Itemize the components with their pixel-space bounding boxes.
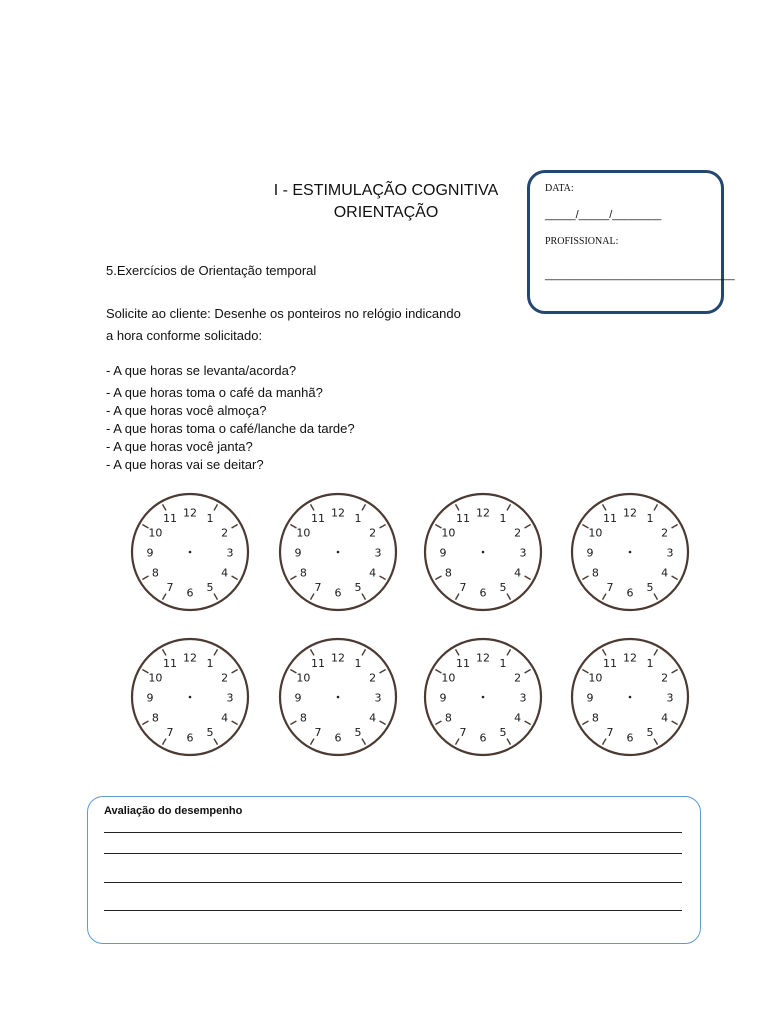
clock-number: 12 — [183, 506, 197, 520]
clock-tick — [672, 525, 678, 529]
clock-number: 4 — [221, 711, 229, 725]
clock-number: 10 — [148, 526, 163, 540]
clock-number: 12 — [476, 651, 490, 665]
clock-face[interactable] — [568, 635, 692, 759]
clock-tick — [380, 670, 386, 674]
clock-tick — [582, 576, 588, 580]
clock-number: 9 — [439, 546, 447, 560]
clock-number: 10 — [441, 671, 456, 685]
clock-tick — [362, 739, 366, 745]
clock-tick — [163, 594, 167, 600]
clock-center-dot — [629, 696, 632, 699]
clock-face[interactable] — [276, 490, 400, 614]
clock-number: 12 — [476, 506, 490, 520]
question-item: - A que horas vai se deitar? — [106, 457, 264, 472]
clock-center-dot — [189, 696, 192, 699]
clock-tick — [380, 576, 386, 580]
clock-tick — [163, 739, 167, 745]
clock-number: 1 — [354, 511, 362, 525]
clock-tick — [362, 649, 366, 655]
clock-number: 3 — [519, 691, 527, 705]
clock-number: 6 — [626, 586, 634, 600]
clock-tick — [525, 670, 531, 674]
clock-tick — [142, 576, 148, 580]
clock-number: 1 — [646, 511, 654, 525]
clock-number: 3 — [374, 546, 382, 560]
clock-number: 3 — [226, 546, 234, 560]
clock-number: 8 — [299, 711, 307, 725]
clock-tick — [456, 504, 460, 510]
clock-number: 2 — [221, 671, 229, 685]
clock-tick — [311, 649, 315, 655]
clock-number: 8 — [299, 566, 307, 580]
clock-number: 9 — [146, 691, 154, 705]
clock-tick — [582, 721, 588, 725]
clock-number: 8 — [151, 566, 159, 580]
clock-number: 1 — [354, 656, 362, 670]
clock-number: 9 — [586, 546, 594, 560]
evaluation-title: Avaliação do desempenho — [104, 805, 243, 817]
clock-number: 8 — [591, 566, 599, 580]
clock-tick — [362, 504, 366, 510]
clock-number: 9 — [439, 691, 447, 705]
question-list — [106, 362, 355, 474]
clock-number: 6 — [334, 731, 342, 745]
clock-number: 9 — [294, 691, 302, 705]
clock-tick — [507, 594, 511, 600]
question-item: - A que horas toma o café da manhã? — [106, 385, 323, 400]
info-box — [527, 170, 735, 314]
clock-tick — [290, 576, 296, 580]
clock-tick — [232, 670, 238, 674]
clock-number: 1 — [646, 656, 654, 670]
clock-number: 6 — [334, 586, 342, 600]
clock-tick — [672, 721, 678, 725]
clock-number: 12 — [331, 651, 345, 665]
clock-tick — [525, 525, 531, 529]
clock-tick — [654, 649, 658, 655]
clock-number: 5 — [354, 581, 362, 595]
instructions-line-2: a hora conforme solicitado: — [106, 328, 263, 343]
clock-number: 6 — [479, 731, 487, 745]
question-item: - A que horas se levanta/acorda? — [106, 363, 297, 378]
clock-number: 6 — [479, 586, 487, 600]
clock-number: 4 — [369, 566, 377, 580]
clock-number: 2 — [369, 526, 377, 540]
clock-number: 2 — [221, 526, 229, 540]
clock-number: 8 — [151, 711, 159, 725]
clock-number: 3 — [374, 691, 382, 705]
clock-number: 7 — [606, 581, 614, 595]
clock-face[interactable] — [128, 490, 252, 614]
clock-tick — [603, 649, 607, 655]
clock-number: 4 — [514, 566, 522, 580]
clock-tick — [232, 576, 238, 580]
clock-number: 9 — [586, 691, 594, 705]
clock-number: 2 — [514, 671, 522, 685]
clock-number: 5 — [206, 581, 214, 595]
clock-number: 5 — [354, 726, 362, 740]
clock-center-dot — [482, 696, 485, 699]
clock-number: 11 — [163, 656, 177, 670]
clock-tick — [603, 504, 607, 510]
clock-number: 2 — [369, 671, 377, 685]
clock-number: 10 — [148, 671, 163, 685]
clock-number: 8 — [591, 711, 599, 725]
clock-tick — [362, 594, 366, 600]
clock-tick — [232, 525, 238, 529]
clock-tick — [380, 721, 386, 725]
clock-number: 7 — [459, 581, 467, 595]
professional-field[interactable]: _______________________________ — [545, 269, 735, 281]
clock-tick — [290, 721, 296, 725]
clock-number: 8 — [444, 711, 452, 725]
title-line-2: ORIENTAÇÃO — [333, 204, 439, 221]
clock-number: 11 — [311, 656, 325, 670]
clock-number: 5 — [646, 726, 654, 740]
clock-tick — [232, 721, 238, 725]
clock-center-dot — [629, 551, 632, 554]
clock-number: 8 — [444, 566, 452, 580]
clock-number: 4 — [661, 711, 669, 725]
clock-tick — [435, 721, 441, 725]
clock-number: 5 — [206, 726, 214, 740]
clock-tick — [603, 739, 607, 745]
clock-tick — [380, 525, 386, 529]
clock-tick — [654, 504, 658, 510]
clock-number: 1 — [499, 656, 507, 670]
clock-number: 1 — [206, 511, 214, 525]
clock-tick — [142, 721, 148, 725]
clock-number: 10 — [588, 671, 603, 685]
clock-number: 1 — [499, 511, 507, 525]
clock-center-dot — [337, 551, 340, 554]
clock-center-dot — [482, 551, 485, 554]
clock-number: 11 — [163, 511, 177, 525]
clock-tick — [672, 670, 678, 674]
clock-tick — [654, 739, 658, 745]
clock-center-dot — [337, 696, 340, 699]
instructions-line-1: Solicite ao cliente: Desenhe os ponteiros no relógio indicando — [106, 306, 461, 321]
question-item: - A que horas você almoça? — [106, 403, 267, 418]
clock-number: 11 — [603, 656, 617, 670]
clock-face[interactable] — [276, 635, 400, 759]
clock-number: 3 — [666, 546, 674, 560]
clock-tick — [435, 576, 441, 580]
evaluation-line[interactable] — [104, 882, 682, 883]
clock-tick — [214, 594, 218, 600]
clock-number: 12 — [331, 506, 345, 520]
clock-tick — [525, 721, 531, 725]
clock-number: 4 — [369, 711, 377, 725]
clock-number: 11 — [456, 511, 470, 525]
professional-label: PROFISSIONAL: — [545, 236, 619, 247]
clock-tick — [456, 594, 460, 600]
clock-face[interactable] — [128, 635, 252, 759]
clock-number: 6 — [626, 731, 634, 745]
clock-number: 5 — [646, 581, 654, 595]
clock-number: 2 — [514, 526, 522, 540]
clock-number: 4 — [661, 566, 669, 580]
clock-number: 7 — [459, 726, 467, 740]
clock-number: 2 — [661, 671, 669, 685]
evaluation-line[interactable] — [104, 832, 682, 833]
evaluation-line[interactable] — [104, 853, 682, 854]
clock-tick — [311, 504, 315, 510]
clock-number: 9 — [146, 546, 154, 560]
clock-number: 3 — [666, 691, 674, 705]
clock-tick — [311, 594, 315, 600]
date-label: DATA: — [545, 183, 574, 194]
clock-tick — [603, 594, 607, 600]
clock-number: 3 — [519, 546, 527, 560]
date-field[interactable]: _____/_____/________ — [545, 209, 662, 221]
clock-tick — [456, 649, 460, 655]
clock-number: 10 — [296, 671, 311, 685]
clock-number: 11 — [603, 511, 617, 525]
clock-number: 7 — [314, 726, 322, 740]
clock-number: 6 — [186, 586, 194, 600]
clock-center-dot — [189, 551, 192, 554]
evaluation-box — [87, 796, 701, 944]
clock-number: 6 — [186, 731, 194, 745]
clock-number: 3 — [226, 691, 234, 705]
clock-number: 7 — [166, 726, 174, 740]
clock-tick — [525, 576, 531, 580]
clock-tick — [311, 739, 315, 745]
clock-number: 10 — [441, 526, 456, 540]
clock-tick — [507, 739, 511, 745]
clock-number: 11 — [311, 511, 325, 525]
clock-number: 11 — [456, 656, 470, 670]
clock-number: 9 — [294, 546, 302, 560]
clock-face[interactable] — [568, 490, 692, 614]
clock-number: 4 — [221, 566, 229, 580]
page-title — [240, 180, 532, 224]
clock-number: 5 — [499, 581, 507, 595]
clock-tick — [214, 504, 218, 510]
clock-tick — [163, 504, 167, 510]
question-item: - A que horas você janta? — [106, 439, 253, 454]
clock-tick — [214, 739, 218, 745]
clock-tick — [456, 739, 460, 745]
clock-tick — [507, 649, 511, 655]
question-item: - A que horas toma o café/lanche da tarde? — [106, 421, 355, 436]
clock-number: 7 — [606, 726, 614, 740]
clock-number: 12 — [623, 651, 637, 665]
clock-number: 12 — [623, 506, 637, 520]
clock-tick — [654, 594, 658, 600]
clock-number: 5 — [499, 726, 507, 740]
clock-number: 4 — [514, 711, 522, 725]
clock-tick — [214, 649, 218, 655]
clock-tick — [507, 504, 511, 510]
clock-tick — [672, 576, 678, 580]
clock-number: 7 — [166, 581, 174, 595]
title-line-1: I - ESTIMULAÇÃO COGNITIVA — [273, 182, 499, 199]
instructions — [106, 303, 506, 347]
clock-tick — [163, 649, 167, 655]
clock-number: 12 — [183, 651, 197, 665]
evaluation-line[interactable] — [104, 910, 682, 911]
clock-number: 10 — [296, 526, 311, 540]
clock-number: 7 — [314, 581, 322, 595]
clock-face[interactable] — [421, 635, 545, 759]
clock-number: 2 — [661, 526, 669, 540]
section-label: 5.Exercícios de Orientação temporal — [106, 263, 317, 278]
clock-number: 10 — [588, 526, 603, 540]
clock-face[interactable] — [421, 490, 545, 614]
clock-number: 1 — [206, 656, 214, 670]
